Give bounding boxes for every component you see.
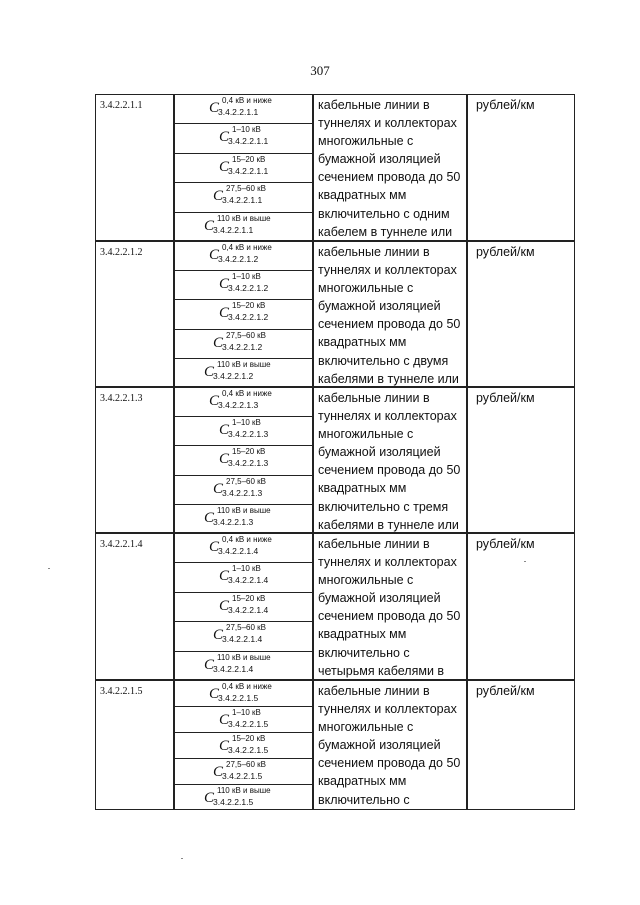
voltage-level-superscript: 15–20 кВ <box>232 734 266 743</box>
symbol-letter: C <box>209 393 220 409</box>
description-line: кабельные линии в <box>318 684 430 698</box>
symbol-subscript: 3.4.2.2.1.2 <box>228 283 269 294</box>
voltage-level-superscript: 27,5–60 кВ <box>226 476 266 486</box>
voltage-level-superscript: 27,5–60 кВ <box>226 623 266 633</box>
voltage-level-superscript: 110 кВ и выше <box>217 652 271 662</box>
symbol-subscript: 3.4.2.2.1.1 <box>213 224 254 235</box>
symbol-letter: C <box>209 539 220 555</box>
row-code: 3.4.2.2.1.5 <box>95 680 173 810</box>
description-line: включительно с <box>318 792 410 807</box>
voltage-level-superscript: 1–10 кВ <box>232 272 261 282</box>
symbol-letter: C <box>209 686 220 702</box>
description-line: квадратных мм <box>318 481 407 496</box>
tariff-symbol-cell <box>173 387 314 416</box>
row-unit <box>466 533 575 680</box>
description-line: многожильные с <box>318 427 414 442</box>
symbol-letter: C <box>219 451 230 468</box>
symbol-letter: C <box>213 764 224 780</box>
voltage-level-superscript: 0,4 кВ и ниже <box>222 243 272 252</box>
symbol-subscript: 3.4.2.2.1.2 <box>213 370 254 381</box>
tariff-symbol-cell <box>173 680 314 706</box>
symbol-subscript: 3.4.2.2.1.5 <box>228 745 269 755</box>
symbol-letter: C <box>204 217 215 234</box>
description-line: бумажной изоляцией <box>318 738 441 753</box>
tariff-symbol-cell <box>173 706 314 732</box>
symbol-letter: C <box>213 188 224 205</box>
description-line: бумажной изоляцией <box>318 299 441 314</box>
scan-speck <box>48 568 50 569</box>
symbol-subscript: 3.4.2.2.1.5 <box>228 719 269 729</box>
description-line: бумажной изоляцией <box>318 445 441 460</box>
description-line: четырьмя кабелями в <box>318 663 445 678</box>
description-line: туннелях и коллекторах <box>318 702 457 717</box>
description-line: многожильные с <box>318 720 414 735</box>
symbol-subscript: 3.4.2.2.1.5 <box>218 693 259 703</box>
symbol-subscript: 3.4.2.2.1.4 <box>213 663 254 674</box>
unit-label: рублей/км <box>476 245 535 259</box>
tariff-symbol-cell <box>173 562 314 591</box>
voltage-level-superscript: 1–10 кВ <box>232 418 261 428</box>
tariff-symbol-cell <box>173 651 314 680</box>
voltage-level-superscript: 0,4 кВ и ниже <box>222 96 272 105</box>
description-line: туннелях и коллекторах <box>318 409 457 424</box>
unit-label: рублей/км <box>476 98 535 112</box>
row-unit <box>466 387 575 533</box>
description-line: квадратных мм <box>318 335 407 350</box>
tariff-symbol-cell <box>173 329 314 358</box>
voltage-level-superscript: 0,4 кВ и ниже <box>222 682 272 691</box>
voltage-level-superscript: 15–20 кВ <box>232 154 266 164</box>
description-line: сечением провода до 50 <box>318 170 461 185</box>
tariff-symbol-cell <box>173 270 314 299</box>
symbol-letter: C <box>219 158 230 175</box>
voltage-level-superscript: 1–10 кВ <box>232 564 261 574</box>
symbol-subscript: 3.4.2.2.1.2 <box>218 254 259 264</box>
row-code: 3.4.2.2.1.3 <box>95 387 173 533</box>
voltage-level-superscript: 110 кВ и выше <box>217 213 271 223</box>
unit-label: рублей/км <box>476 391 535 405</box>
symbol-letter: C <box>219 568 230 585</box>
symbol-letter: C <box>209 247 220 263</box>
tariff-symbol-cell <box>173 784 314 810</box>
row-description <box>314 680 466 810</box>
symbol-subscript: 3.4.2.2.1.3 <box>228 458 269 469</box>
symbol-subscript: 3.4.2.2.1.1 <box>218 107 259 117</box>
row-unit <box>466 94 575 241</box>
scan-speck <box>524 561 526 562</box>
tariff-symbol-cell <box>173 416 314 445</box>
symbol-subscript: 3.4.2.2.1.3 <box>218 400 259 410</box>
tariff-symbol-cell <box>173 732 314 758</box>
description-line: квадратных мм <box>318 188 407 203</box>
description-line: многожильные с <box>318 281 414 296</box>
voltage-level-superscript: 27,5–60 кВ <box>226 760 266 769</box>
voltage-level-superscript: 27,5–60 кВ <box>226 184 266 194</box>
tariff-symbol-cell <box>173 153 314 182</box>
voltage-level-superscript: 0,4 кВ и ниже <box>222 535 272 544</box>
tariff-symbol-cell <box>173 123 314 152</box>
symbol-subscript: 3.4.2.2.1.3 <box>222 487 263 498</box>
description-line: сечением провода до 50 <box>318 756 461 771</box>
tariff-symbol-cell <box>173 212 314 241</box>
description-line: включительно с <box>318 645 410 660</box>
tariff-symbol-cell <box>173 621 314 650</box>
tariff-symbol-cell <box>173 299 314 328</box>
voltage-level-superscript: 15–20 кВ <box>232 447 266 457</box>
symbol-letter: C <box>219 422 230 439</box>
description-line: многожильные с <box>318 134 414 149</box>
description-line: кабелями в туннеле или <box>318 371 459 386</box>
description-line <box>318 809 464 810</box>
scan-speck <box>181 858 183 859</box>
tariff-symbol-cell <box>173 758 314 784</box>
description-line: включительно с одним <box>318 206 450 221</box>
symbol-letter: C <box>213 334 224 351</box>
symbol-subscript: 3.4.2.2.1.4 <box>218 546 259 556</box>
row-unit <box>466 241 575 387</box>
symbol-subscript: 3.4.2.2.1.4 <box>228 604 269 615</box>
tariff-symbol-cell <box>173 241 314 270</box>
row-code: 3.4.2.2.1.1 <box>95 94 173 241</box>
row-description <box>314 387 466 533</box>
symbol-letter: C <box>219 597 230 614</box>
voltage-level-superscript: 0,4 кВ и ниже <box>222 389 272 398</box>
description-line: кабелем в туннеле или <box>318 224 453 239</box>
voltage-level-superscript: 15–20 кВ <box>232 593 266 603</box>
voltage-level-superscript: 1–10 кВ <box>232 708 261 717</box>
description-line: многожильные с <box>318 573 414 588</box>
tariff-symbol-cell <box>173 94 314 123</box>
tariff-symbol-cell <box>173 504 314 533</box>
symbol-subscript: 3.4.2.2.1.4 <box>228 575 269 586</box>
voltage-level-superscript: 27,5–60 кВ <box>226 330 266 340</box>
description-line: сечением провода до 50 <box>318 317 461 332</box>
description-line: сечением провода до 50 <box>318 463 461 478</box>
symbol-subscript: 3.4.2.2.1.2 <box>222 341 263 352</box>
symbol-subscript: 3.4.2.2.1.3 <box>228 429 269 440</box>
tariff-symbol-cell <box>173 445 314 474</box>
voltage-level-superscript: 110 кВ и выше <box>217 786 271 795</box>
description-line: кабельные линии в <box>318 245 430 259</box>
row-description <box>314 94 466 241</box>
row-code: 3.4.2.2.1.2 <box>95 241 173 387</box>
symbol-subscript: 3.4.2.2.1.1 <box>222 195 263 206</box>
voltage-level-superscript: 110 кВ и выше <box>217 359 271 369</box>
row-description <box>314 533 466 680</box>
description-line: туннелях и коллекторах <box>318 116 457 131</box>
symbol-subscript: 3.4.2.2.1.5 <box>222 771 263 781</box>
row-code: 3.4.2.2.1.4 <box>95 533 173 680</box>
unit-label: рублей/км <box>476 684 535 698</box>
description-line: кабельные линии в <box>318 391 430 405</box>
description-line: бумажной изоляцией <box>318 591 441 606</box>
symbol-letter: C <box>204 509 215 526</box>
voltage-level-superscript: 110 кВ и выше <box>217 505 271 515</box>
description-line: включительно с тремя <box>318 499 449 514</box>
tariff-symbol-cell <box>173 182 314 211</box>
tariff-symbol-cell <box>173 475 314 504</box>
unit-label: рублей/км <box>476 537 535 551</box>
page-number: 307 <box>310 63 330 78</box>
symbol-letter: C <box>219 129 230 146</box>
tariff-symbol-cell <box>173 533 314 562</box>
symbol-subscript: 3.4.2.2.1.2 <box>228 312 269 323</box>
symbol-letter: C <box>204 790 215 806</box>
description-line: туннелях и коллекторах <box>318 555 457 570</box>
symbol-letter: C <box>219 276 230 293</box>
symbol-subscript: 3.4.2.2.1.4 <box>222 634 263 645</box>
description-line: кабельные линии в <box>318 537 430 551</box>
tariff-symbol-cell <box>173 358 314 387</box>
symbol-letter: C <box>219 305 230 322</box>
symbol-letter: C <box>209 100 220 116</box>
row-unit <box>466 680 575 810</box>
description-line: квадратных мм <box>318 774 407 789</box>
description-line: туннелях и коллекторах <box>318 263 457 278</box>
description-line: кабельные линии в <box>318 98 430 112</box>
description-line: включительно с двумя <box>318 353 449 368</box>
voltage-level-superscript: 1–10 кВ <box>232 125 261 135</box>
symbol-subscript: 3.4.2.2.1.1 <box>228 165 269 176</box>
symbol-subscript: 3.4.2.2.1.5 <box>213 797 254 807</box>
symbol-letter: C <box>213 627 224 644</box>
symbol-letter: C <box>219 738 230 754</box>
voltage-level-superscript: 15–20 кВ <box>232 301 266 311</box>
description-line: бумажной изоляцией <box>318 152 441 167</box>
symbol-subscript: 3.4.2.2.1.3 <box>213 516 254 527</box>
description-line: кабелями в туннеле или <box>318 517 459 532</box>
description-line: сечением провода до 50 <box>318 609 461 624</box>
tariff-symbol-cell <box>173 592 314 621</box>
symbol-letter: C <box>219 712 230 728</box>
row-description <box>314 241 466 387</box>
description-line: квадратных мм <box>318 627 407 642</box>
symbol-subscript: 3.4.2.2.1.1 <box>228 136 269 147</box>
symbol-letter: C <box>204 656 215 673</box>
symbol-letter: C <box>204 363 215 380</box>
symbol-letter: C <box>213 480 224 497</box>
